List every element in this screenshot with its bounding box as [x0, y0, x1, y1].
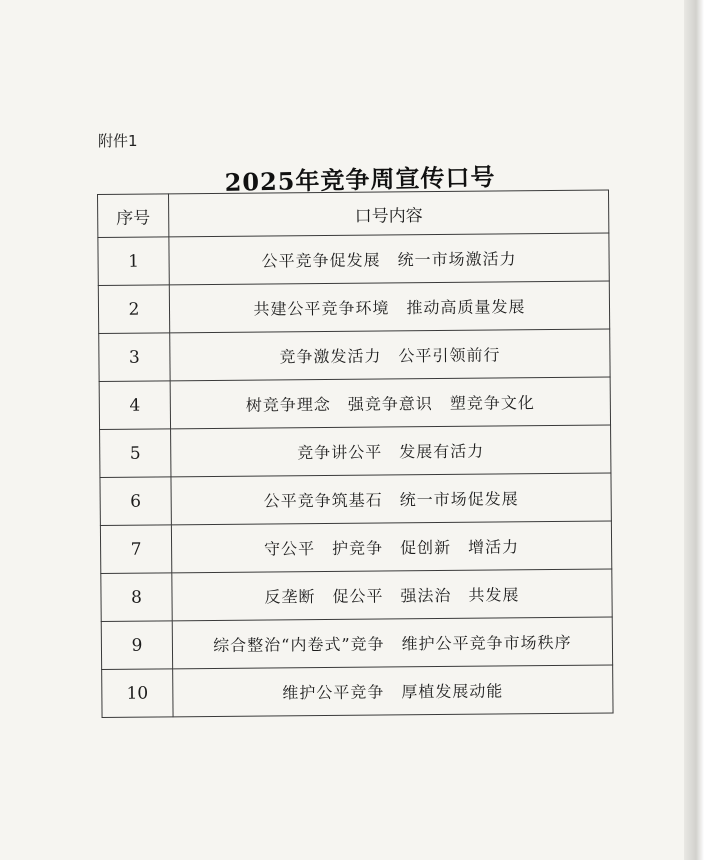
- table-header-row: [98, 190, 609, 237]
- row-number: 3: [99, 333, 170, 382]
- header-number: 序号: [98, 194, 169, 238]
- table-row: [100, 473, 611, 525]
- row-slogan: 守公平 护竞争 促创新 增活力: [171, 521, 611, 573]
- row-number: 2: [98, 285, 169, 334]
- table-row: [100, 425, 611, 477]
- page-edge: [684, 0, 704, 860]
- row-slogan: 公平竞争促发展 统一市场激活力: [169, 233, 609, 285]
- row-slogan: 共建公平竞争环境 推动高质量发展: [169, 281, 609, 333]
- slogan-table: [97, 190, 614, 718]
- row-number: 4: [99, 381, 170, 430]
- row-slogan: 树竞争理念 强竞争意识 塑竞争文化: [170, 377, 610, 429]
- table-row: [98, 233, 609, 285]
- table-row: [102, 665, 613, 717]
- attachment-label: 附件1: [98, 132, 138, 150]
- row-slogan: 综合整治“内卷式”竞争 维护公平竞争市场秩序: [172, 617, 612, 669]
- row-number: 6: [100, 477, 171, 526]
- header-slogan: 口号内容: [169, 190, 609, 237]
- table-row: [99, 329, 610, 381]
- table-row: [99, 377, 610, 429]
- slogan-table-container: [97, 190, 614, 718]
- row-slogan: 反垄断 促公平 强法治 共发展: [172, 569, 612, 621]
- row-slogan: 竞争激发活力 公平引领前行: [170, 329, 610, 381]
- row-number: 1: [98, 237, 169, 286]
- row-number: 10: [102, 669, 173, 718]
- row-slogan: 竞争讲公平 发展有活力: [171, 425, 611, 477]
- row-number: 9: [101, 621, 172, 670]
- table-row: [101, 569, 612, 621]
- table-row: [98, 281, 609, 333]
- row-slogan: 维护公平竞争 厚植发展动能: [173, 665, 613, 717]
- document-title: 2025年竞争周宣传口号: [224, 162, 496, 197]
- row-slogan: 公平竞争筑基石 统一市场促发展: [171, 473, 611, 525]
- table-row: [100, 521, 611, 573]
- table-row: [101, 617, 612, 669]
- row-number: 7: [100, 525, 171, 574]
- row-number: 8: [101, 573, 172, 622]
- row-number: 5: [100, 429, 171, 478]
